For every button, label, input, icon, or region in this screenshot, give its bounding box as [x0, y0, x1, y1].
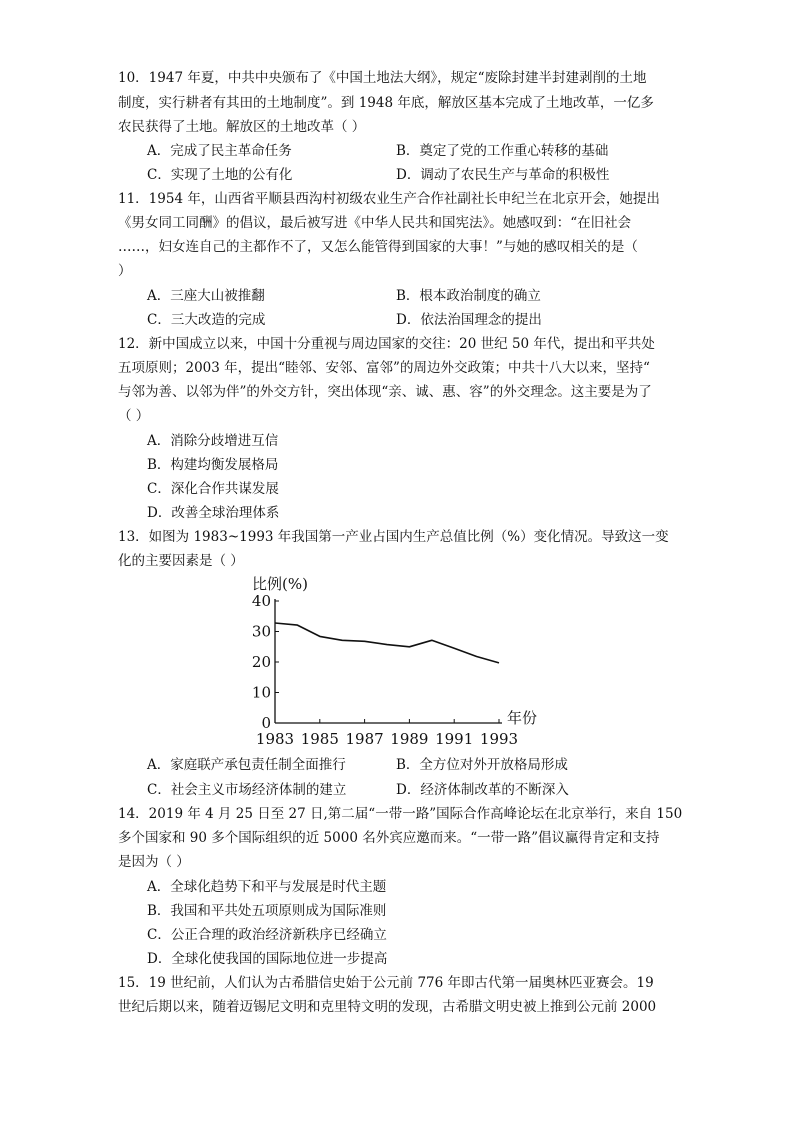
q11-line-1: 11．1954 年，山西省平顺县西沟村初级农业生产合作社副社长申纪兰在北京开会，她提出 — [118, 191, 660, 207]
q13-option-c[interactable]: C．社会主义市场经济体制的建立 — [147, 782, 347, 798]
q10-option-d[interactable]: D．调动了农民生产与革命的积极性 — [396, 167, 610, 183]
chart-x-tick-label: 1983 — [255, 730, 295, 748]
q10-option-c[interactable]: C．实现了土地的公有化 — [147, 167, 293, 183]
q11-option-b[interactable]: B．根本政治制度的确立 — [396, 288, 541, 304]
chart-y-tick-label: 0 — [261, 714, 271, 732]
q13-option-a[interactable]: A．家庭联产承包责任制全面推行 — [147, 757, 346, 773]
chart-x-tick-label: 1989 — [390, 730, 429, 748]
chart-series-line — [275, 623, 499, 663]
q13-line-1: 13．如图为 1983~1993 年我国第一产业占国内生产总值比例（%）变化情况。导致这一变 — [118, 529, 669, 545]
q10-line-2: 制度，实行耕者有其田的土地制度”。到 1948 年底，解放区基本完成了土地改革，一亿多 — [118, 95, 654, 111]
q12-line-1: 12．新中国成立以来，中国十分重视与周边国家的交往：20 世纪 50 年代，提出和平共处 — [118, 336, 655, 352]
chart-series — [275, 623, 499, 663]
chart-y-tick-label: 40 — [251, 592, 271, 610]
q12-line-3: 与邻为善、以邻为伴”的外交方针，突出体现“亲、诚、惠、容”的外交理念。这主要是为了 — [118, 384, 652, 400]
q11-option-c[interactable]: C．三大改造的完成 — [147, 312, 266, 328]
q11-line-3: ……，妇女连自己的主都作不了，又怎么能管得到国家的大事！”与她的感叹相关的是（ — [118, 239, 638, 255]
q10-line-1: 10．1947 年夏，中共中央颁布了《中国土地法大纲》，规定“废除封建半封建剥削的土地 — [118, 70, 647, 86]
q11-option-d[interactable]: D．依法治国理念的提出 — [396, 312, 542, 328]
q13-option-b[interactable]: B．全方位对外开放格局形成 — [396, 757, 568, 773]
q12-option-a[interactable]: A．消除分歧增进互信 — [147, 433, 279, 449]
q11-line-4: ） — [118, 263, 132, 279]
q14-line-2: 多个国家和 90 多个国际组织的近 5000 名外宾应邀而来。“一带一路”倡议赢得肯定和支持 — [118, 830, 660, 846]
q10-option-b[interactable]: B．奠定了党的工作重心转移的基础 — [396, 143, 609, 159]
chart-x-tick-label: 1993 — [479, 730, 519, 748]
q10-line-3: 农民获得了土地。解放区的土地改革（ ） — [118, 119, 366, 135]
q13-option-d[interactable]: D．经济体制改革的不断深入 — [396, 782, 569, 798]
q14-line-3: 是因为（ ） — [118, 854, 190, 870]
q12-option-c[interactable]: C．深化合作共谋发展 — [147, 481, 279, 497]
chart-x-tick-label: 1985 — [300, 730, 339, 748]
q12-option-b[interactable]: B．构建均衡发展格局 — [147, 457, 279, 473]
q14-option-a[interactable]: A．全球化趋势下和平与发展是时代主题 — [147, 879, 387, 895]
chart-y-tick-label: 20 — [251, 653, 271, 671]
q10-option-a[interactable]: A．完成了民主革命任务 — [147, 143, 292, 159]
primary-industry-line-chart — [240, 572, 538, 752]
chart-y-axis-label: 比例(%) — [252, 575, 308, 593]
q14-option-b[interactable]: B．我国和平共处五项原则成为国际准则 — [147, 903, 387, 919]
q11-line-2: 《男女同工同酬》的倡议，最后被写进《中华人民共和国宪法》。她感叹到：“在旧社会 — [118, 215, 632, 231]
q15-line-1: 15．19 世纪前，人们认为古希腊信史始于公元前 776 年即古代第一届奥林匹亚赛会。19 — [118, 975, 654, 991]
chart-y-tick-label: 10 — [251, 683, 271, 702]
q14-option-d[interactable]: D．全球化使我国的国际地位进一步提高 — [147, 951, 388, 967]
q12-line-4: （ ） — [118, 408, 150, 424]
chart-axes — [275, 599, 502, 723]
q15-line-2: 世纪后期以来，随着迈锡尼文明和克里特文明的发现，古希腊文明史被上推到公元前 2000 — [118, 999, 657, 1015]
chart-x-axis-label: 年份 — [507, 709, 538, 727]
chart-x-tick-label: 1991 — [435, 730, 474, 748]
q12-option-d[interactable]: D．改善全球治理体系 — [147, 505, 280, 521]
chart-x-tick-label: 1987 — [345, 730, 384, 748]
chart-y-tick-label: 30 — [251, 622, 271, 641]
q11-option-a[interactable]: A．三座大山被推翻 — [147, 288, 265, 304]
q14-line-1: 14．2019 年 4 月 25 日至 27 日,第二届“一带一路”国际合作高峰论坛在北京举行，来自 150 — [118, 806, 683, 822]
q13-line-2: 化的主要因素是（ ） — [118, 553, 244, 569]
q14-option-c[interactable]: C．公正合理的政治经济新秩序已经确立 — [147, 927, 387, 943]
q12-line-2: 五项原则；2003 年，提出“睦邻、安邻、富邻”的周边外交政策；中共十八大以来，坚持“ — [118, 360, 650, 376]
